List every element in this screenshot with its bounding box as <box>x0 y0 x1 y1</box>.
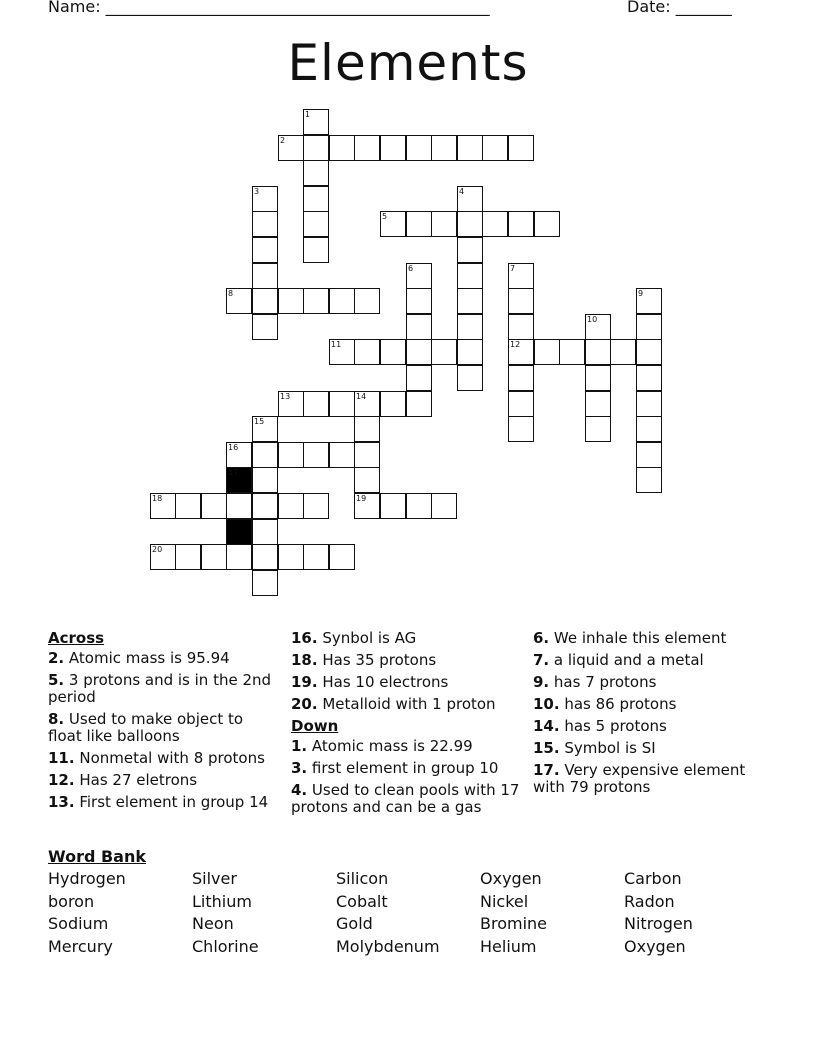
clue-text: Synbol is AG <box>317 629 417 647</box>
word-bank-word: Gold <box>336 914 373 934</box>
grid-cell[interactable] <box>380 391 406 417</box>
grid-cell[interactable] <box>406 365 432 391</box>
grid-cell[interactable] <box>303 544 329 570</box>
grid-cell[interactable] <box>252 519 278 545</box>
grid-cell[interactable] <box>534 339 560 365</box>
grid-cell[interactable] <box>585 339 611 365</box>
clue-text: Very expensive element with 79 protons <box>533 761 746 796</box>
clue-text: Used to make object to float like balloons <box>48 710 244 745</box>
grid-cell[interactable] <box>457 263 483 289</box>
clue-number: 10. <box>533 695 560 713</box>
grid-cell[interactable] <box>226 442 252 468</box>
clue-number: 15 <box>254 417 265 426</box>
clue-item <box>291 782 521 816</box>
word-bank-word: Cobalt <box>336 891 388 911</box>
clue-item <box>291 630 521 647</box>
word-bank-word: Hydrogen <box>48 869 126 888</box>
grid-cell[interactable] <box>508 416 534 442</box>
grid-cell[interactable] <box>329 391 355 417</box>
word-bank-word: Oxygen <box>624 936 686 956</box>
clue-text: Metalloid with 1 proton <box>317 695 496 713</box>
grid-cell[interactable] <box>636 442 662 468</box>
word-bank-word: Carbon <box>624 869 682 888</box>
word-bank-word: Molybdenum <box>336 936 440 956</box>
grid-cell[interactable] <box>406 391 432 417</box>
clue-text: a liquid and a metal <box>549 651 704 669</box>
grid-cell[interactable] <box>354 135 380 161</box>
grid-cell[interactable] <box>252 314 278 340</box>
grid-cell[interactable] <box>252 544 278 570</box>
grid-cell[interactable] <box>252 570 278 596</box>
grid-cell[interactable] <box>354 493 380 519</box>
clue-text: Nonmetal with 8 protons <box>74 749 265 767</box>
clue-item <box>533 740 763 757</box>
grid-cell[interactable] <box>354 339 380 365</box>
grid-cell[interactable] <box>431 339 457 365</box>
clue-text: first element in group 10 <box>307 759 499 777</box>
grid-cell[interactable] <box>226 544 252 570</box>
word-bank-column <box>624 868 693 958</box>
clue-number: 1. <box>291 737 308 755</box>
clue-item <box>533 696 763 713</box>
word-bank-word: boron <box>48 891 95 911</box>
grid-cell[interactable] <box>406 211 432 237</box>
name-field-label[interactable]: Name: ________________________________________________ <box>48 0 490 16</box>
clue-number: 7 <box>510 264 516 273</box>
grid-cell[interactable] <box>252 467 278 493</box>
grid-cell[interactable] <box>457 211 483 237</box>
page-title: Elements <box>287 34 529 92</box>
word-bank-word: Radon <box>624 891 675 911</box>
word-bank-word: Mercury <box>48 936 113 956</box>
grid-cell[interactable] <box>585 416 611 442</box>
grid-cell[interactable] <box>303 288 329 314</box>
grid-cell[interactable] <box>354 442 380 468</box>
word-bank-word: Neon <box>192 914 234 934</box>
grid-cell[interactable] <box>406 314 432 340</box>
word-bank-word: Sodium <box>48 914 109 934</box>
clue-number: 13. <box>48 793 75 811</box>
grid-cell[interactable] <box>457 135 483 161</box>
date-field-label[interactable]: Date: _______ <box>627 0 732 16</box>
grid-cell[interactable] <box>380 493 406 519</box>
clue-number: 2 <box>280 136 286 145</box>
grid-cell[interactable] <box>329 544 355 570</box>
clue-number: 4. <box>291 781 308 799</box>
grid-cell[interactable] <box>303 442 329 468</box>
grid-cell[interactable] <box>303 391 329 417</box>
grid-cell[interactable] <box>636 467 662 493</box>
grid-cell[interactable] <box>252 186 278 212</box>
clue-item <box>291 652 521 669</box>
grid-cell[interactable] <box>380 339 406 365</box>
grid-cell[interactable] <box>457 339 483 365</box>
clue-number: 14. <box>533 717 560 735</box>
grid-cell[interactable] <box>303 211 329 237</box>
black-cell <box>226 519 252 545</box>
word-bank-word: Silicon <box>336 869 389 888</box>
clue-text: has 7 protons <box>549 673 657 691</box>
grid-cell[interactable] <box>457 237 483 263</box>
clue-number: 11. <box>48 749 75 767</box>
down-header: Down <box>291 717 339 735</box>
grid-cell[interactable] <box>406 135 432 161</box>
clue-number: 20 <box>152 545 163 554</box>
grid-cell[interactable] <box>534 211 560 237</box>
grid-cell[interactable] <box>252 237 278 263</box>
clues-column-3 <box>533 630 763 801</box>
grid-cell[interactable] <box>508 211 534 237</box>
word-bank-word: Chlorine <box>192 936 259 956</box>
clue-number: 19 <box>356 494 367 503</box>
clue-number: 9. <box>533 673 550 691</box>
black-cell <box>226 467 252 493</box>
grid-cell[interactable] <box>226 288 252 314</box>
clue-number: 12. <box>48 771 75 789</box>
grid-cell[interactable] <box>354 467 380 493</box>
grid-cell[interactable] <box>329 339 355 365</box>
grid-cell[interactable] <box>508 365 534 391</box>
grid-cell[interactable] <box>175 544 201 570</box>
clue-number: 8 <box>228 289 234 298</box>
clue-item <box>48 750 278 767</box>
clue-text: Has 27 eletrons <box>74 771 198 789</box>
clue-number: 9 <box>638 289 644 298</box>
clues-column-2 <box>291 630 521 821</box>
word-bank-word: Nickel <box>480 891 529 911</box>
grid-cell[interactable] <box>508 391 534 417</box>
word-bank-column <box>48 868 126 958</box>
grid-cell[interactable] <box>380 211 406 237</box>
grid-cell[interactable] <box>303 135 329 161</box>
clue-number: 2. <box>48 649 65 667</box>
clue-item <box>48 772 278 789</box>
grid-cell[interactable] <box>636 365 662 391</box>
clue-number: 5. <box>48 671 65 689</box>
grid-cell[interactable] <box>406 493 432 519</box>
grid-cell[interactable] <box>585 391 611 417</box>
grid-cell[interactable] <box>201 493 227 519</box>
clue-item <box>533 630 763 647</box>
clue-item <box>533 652 763 669</box>
clue-number: 3 <box>254 187 260 196</box>
grid-cell[interactable] <box>380 135 406 161</box>
grid-cell[interactable] <box>354 391 380 417</box>
grid-cell[interactable] <box>508 263 534 289</box>
grid-cell[interactable] <box>457 365 483 391</box>
grid-cell[interactable] <box>252 263 278 289</box>
clue-number: 11 <box>331 340 342 349</box>
clue-text: First element in group 14 <box>74 793 269 811</box>
word-bank-column <box>192 868 259 958</box>
grid-cell[interactable] <box>508 288 534 314</box>
clue-number: 14 <box>356 392 367 401</box>
word-bank-title: Word Bank <box>48 847 147 866</box>
grid-cell[interactable] <box>252 288 278 314</box>
clue-item <box>48 711 278 745</box>
grid-cell[interactable] <box>354 288 380 314</box>
clue-item <box>291 738 521 755</box>
grid-cell[interactable] <box>482 211 508 237</box>
word-bank-word: Oxygen <box>480 869 542 888</box>
word-bank-column <box>336 868 440 958</box>
grid-cell[interactable] <box>252 416 278 442</box>
word-bank-word: Helium <box>480 936 537 956</box>
grid-cell[interactable] <box>303 109 329 135</box>
grid-cell[interactable] <box>252 493 278 519</box>
grid-cell[interactable] <box>278 135 304 161</box>
grid-cell[interactable] <box>508 339 534 365</box>
grid-cell[interactable] <box>226 493 252 519</box>
clue-number: 18. <box>291 651 318 669</box>
grid-cell[interactable] <box>252 442 278 468</box>
clue-text: Symbol is SI <box>559 739 656 757</box>
clue-text: has 5 protons <box>559 717 667 735</box>
clue-number: 13 <box>280 392 291 401</box>
clue-number: 6. <box>533 629 550 647</box>
word-bank-word: Nitrogen <box>624 914 693 934</box>
grid-cell[interactable] <box>303 186 329 212</box>
clue-number: 10 <box>587 315 598 324</box>
clue-text: Atomic mass is 95.94 <box>64 649 230 667</box>
grid-cell[interactable] <box>278 493 304 519</box>
clue-number: 16 <box>228 443 239 452</box>
grid-cell[interactable] <box>431 493 457 519</box>
word-bank-word: Bromine <box>480 914 548 934</box>
grid-cell[interactable] <box>278 544 304 570</box>
grid-cell[interactable] <box>278 391 304 417</box>
grid-cell[interactable] <box>636 416 662 442</box>
clue-item <box>291 674 521 691</box>
clue-item <box>291 696 521 713</box>
clue-number: 7. <box>533 651 550 669</box>
grid-cell[interactable] <box>303 237 329 263</box>
clue-number: 20. <box>291 695 318 713</box>
grid-cell[interactable] <box>636 288 662 314</box>
across-header: Across <box>48 629 105 647</box>
clue-number: 5 <box>382 212 388 221</box>
grid-cell[interactable] <box>252 211 278 237</box>
clue-item <box>533 718 763 735</box>
clue-text: Has 10 electrons <box>317 673 449 691</box>
clues-column-1 <box>48 630 278 816</box>
grid-cell[interactable] <box>457 314 483 340</box>
clue-item <box>291 760 521 777</box>
grid-cell[interactable] <box>201 544 227 570</box>
grid-cell[interactable] <box>457 288 483 314</box>
clue-text: Used to clean pools with 17 protons and can be a gas <box>291 781 520 816</box>
grid-cell[interactable] <box>278 288 304 314</box>
grid-cell[interactable] <box>508 314 534 340</box>
clue-number: 15. <box>533 739 560 757</box>
grid-cell[interactable] <box>636 339 662 365</box>
grid-cell[interactable] <box>636 314 662 340</box>
grid-cell[interactable] <box>406 263 432 289</box>
grid-cell[interactable] <box>406 288 432 314</box>
word-bank-word: Silver <box>192 869 237 888</box>
clue-number: 17. <box>533 761 560 779</box>
clue-number: 3. <box>291 759 308 777</box>
clue-number: 4 <box>459 187 465 196</box>
grid-cell[interactable] <box>431 135 457 161</box>
clue-number: 17 <box>228 468 239 477</box>
grid-cell[interactable] <box>329 288 355 314</box>
clue-item <box>48 650 278 667</box>
grid-cell[interactable] <box>278 442 304 468</box>
clue-number: 19. <box>291 673 318 691</box>
grid-cell[interactable] <box>457 186 483 212</box>
clue-text: has 86 protons <box>559 695 677 713</box>
clue-item <box>48 672 278 706</box>
clue-item <box>48 794 278 811</box>
clue-number: 12 <box>510 340 521 349</box>
grid-cell[interactable] <box>303 493 329 519</box>
clue-text: Atomic mass is 22.99 <box>307 737 473 755</box>
clue-item <box>533 674 763 691</box>
grid-cell[interactable] <box>329 442 355 468</box>
grid-cell[interactable] <box>508 135 534 161</box>
clue-text: Has 35 protons <box>317 651 437 669</box>
clue-text: 3 protons and is in the 2nd period <box>48 671 272 706</box>
grid-cell[interactable] <box>431 211 457 237</box>
clue-text: We inhale this element <box>549 629 727 647</box>
grid-cell[interactable] <box>482 135 508 161</box>
grid-cell[interactable] <box>354 416 380 442</box>
word-bank-column <box>480 868 547 958</box>
grid-cell[interactable] <box>329 135 355 161</box>
grid-cell[interactable] <box>303 160 329 186</box>
clue-item <box>533 762 763 796</box>
clue-number: 8. <box>48 710 65 728</box>
grid-cell[interactable] <box>150 544 176 570</box>
clue-number: 1 <box>305 110 311 119</box>
grid-cell[interactable] <box>585 365 611 391</box>
grid-cell[interactable] <box>559 339 585 365</box>
clue-number: 6 <box>408 264 414 273</box>
grid-cell[interactable] <box>610 339 636 365</box>
grid-cell[interactable] <box>585 314 611 340</box>
grid-cell[interactable] <box>150 493 176 519</box>
clue-number: 18 <box>152 494 163 503</box>
clue-number: 16. <box>291 629 318 647</box>
word-bank-word: Lithium <box>192 891 252 911</box>
grid-cell[interactable] <box>406 339 432 365</box>
grid-cell[interactable] <box>636 391 662 417</box>
grid-cell[interactable] <box>175 493 201 519</box>
